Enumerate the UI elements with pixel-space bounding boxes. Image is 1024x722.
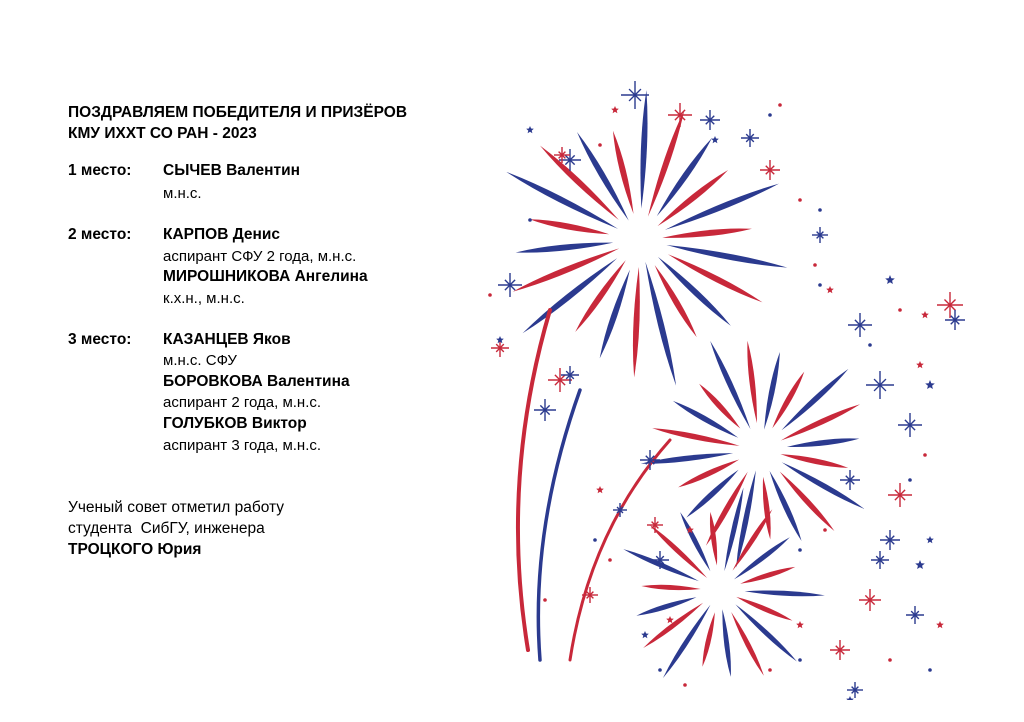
firework-streak	[662, 228, 752, 237]
sparkle-star	[760, 160, 780, 180]
sparkle-star	[859, 589, 881, 611]
small-star	[826, 286, 834, 293]
sparkle-star	[534, 399, 556, 421]
firework-streak	[780, 454, 848, 468]
winner-name: ГОЛУБКОВ Виктор	[163, 415, 307, 432]
sparkle-star	[700, 110, 720, 130]
spark-dot	[778, 103, 782, 107]
sparkle-star	[668, 103, 692, 127]
first-place-label: 1 место:	[68, 162, 132, 179]
firework-streak	[577, 132, 629, 221]
firework-streak	[735, 604, 796, 661]
spark-dot	[798, 548, 802, 552]
spark-dot	[928, 668, 932, 672]
sparkle-star	[945, 310, 965, 330]
firework-streak	[645, 262, 676, 386]
spark-dot	[818, 283, 822, 287]
winner-name: БОРОВКОВА Валентина	[163, 373, 350, 390]
firework-streak	[787, 438, 859, 447]
winner-role: аспирант 2 года, м.н.с.	[163, 394, 322, 411]
firework-streak	[529, 219, 609, 234]
small-star	[925, 380, 935, 389]
spark-dot	[923, 453, 927, 457]
sparkle-star	[880, 530, 900, 550]
fireworks-illustration	[470, 60, 990, 700]
sparkle-star	[840, 470, 860, 490]
small-star	[916, 361, 924, 368]
small-star	[596, 486, 604, 493]
spark-dot	[813, 263, 817, 267]
firework-streak	[506, 172, 618, 229]
winner-role: м.н.с. СФУ	[163, 352, 237, 369]
spark-dot	[528, 218, 532, 222]
sparkle-star	[866, 371, 894, 399]
sparkle-star	[812, 227, 828, 243]
sparkle-star	[830, 640, 850, 660]
winner-role: к.х.н., м.н.с.	[163, 290, 245, 307]
spark-dot	[608, 558, 612, 562]
firework-streak	[623, 549, 699, 581]
firework-streak	[640, 90, 647, 209]
second-place-label: 2 место:	[68, 226, 132, 243]
note-line-3: ТРОЦКОГО Юрия	[68, 541, 202, 558]
firework-streak	[722, 609, 731, 677]
small-star	[846, 696, 854, 700]
small-star	[936, 621, 944, 628]
small-star	[796, 621, 804, 628]
firework-streak	[736, 597, 792, 621]
firework-streak	[763, 477, 771, 540]
firework-streak	[678, 460, 739, 488]
note-line-2: студента СибГУ, инженера	[68, 520, 265, 537]
small-star	[711, 136, 719, 143]
firework-streak	[747, 341, 757, 423]
winner-name: КАРПОВ Денис	[163, 226, 281, 243]
small-star	[921, 311, 929, 318]
firework-streak	[770, 471, 802, 541]
spark-dot	[818, 208, 822, 212]
spark-dot	[543, 598, 547, 602]
firework-streak	[686, 470, 738, 518]
firework-streak	[641, 585, 700, 590]
spark-dot	[898, 308, 902, 312]
spark-dot	[823, 528, 827, 532]
spark-dot	[598, 143, 602, 147]
firework-trail	[570, 440, 670, 660]
sparkle-star	[898, 413, 922, 437]
spark-dot	[683, 683, 687, 687]
firework-streak	[702, 612, 714, 666]
spark-dot	[798, 198, 802, 202]
sparkle-star	[848, 313, 872, 337]
spark-dot	[593, 538, 597, 542]
spark-dot	[868, 343, 872, 347]
firework-trail	[538, 390, 580, 660]
firework-streak	[633, 267, 640, 378]
sparkle-star	[847, 682, 863, 698]
sparkle-star	[548, 368, 572, 392]
congratulations-heading	[68, 102, 407, 144]
winner-role: аспирант 3 года, м.н.с.	[163, 437, 322, 454]
spark-dot	[888, 658, 892, 662]
firework-streak	[680, 512, 710, 571]
small-star	[611, 106, 619, 113]
sparkle-star	[871, 551, 889, 569]
council-note	[68, 497, 284, 560]
sparkle-star	[937, 292, 963, 318]
spark-dot	[908, 478, 912, 482]
winner-role: аспирант СФУ 2 года, м.н.с.	[163, 248, 357, 265]
small-star	[526, 126, 534, 133]
firework-streak	[731, 612, 764, 676]
sparkle-star	[647, 517, 663, 533]
firework-streak	[745, 590, 825, 596]
small-star	[666, 616, 674, 623]
firework-stars	[491, 81, 965, 700]
firework-streak	[772, 372, 804, 429]
note-line-1: Ученый совет отметил работу	[68, 499, 284, 516]
spark-dot	[768, 113, 772, 117]
sparkle-star	[613, 503, 627, 517]
winner-name: КАЗАНЦЕВ Яков	[163, 331, 291, 348]
sparkle-star	[561, 366, 579, 384]
small-star	[926, 536, 934, 543]
spark-dot	[798, 658, 802, 662]
winner-name: МИРОШНИКОВА Ангелина	[163, 268, 368, 285]
heading-line-2: КМУ ИХХТ СО РАН - 2023	[68, 125, 257, 142]
spark-dot	[768, 668, 772, 672]
small-star	[885, 275, 895, 284]
third-place-label: 3 место:	[68, 331, 132, 348]
firework-streak	[600, 270, 630, 359]
sparkle-star	[906, 606, 924, 624]
spark-dot	[658, 668, 662, 672]
winner-name: СЫЧЕВ Валентин	[163, 162, 301, 179]
heading-line-1: ПОЗДРАВЛЯЕМ ПОБЕДИТЕЛЯ И ПРИЗЁРОВ	[68, 104, 408, 121]
small-star	[915, 560, 925, 569]
firework-streak	[781, 404, 860, 440]
sparkle-star	[888, 483, 912, 507]
spark-dot	[488, 293, 492, 297]
sparkle-star	[498, 273, 522, 297]
firework-streak	[780, 471, 835, 531]
sparkle-star	[741, 129, 759, 147]
winner-role: м.н.с.	[163, 185, 202, 202]
firework-streak	[516, 243, 614, 253]
small-star	[641, 631, 649, 638]
